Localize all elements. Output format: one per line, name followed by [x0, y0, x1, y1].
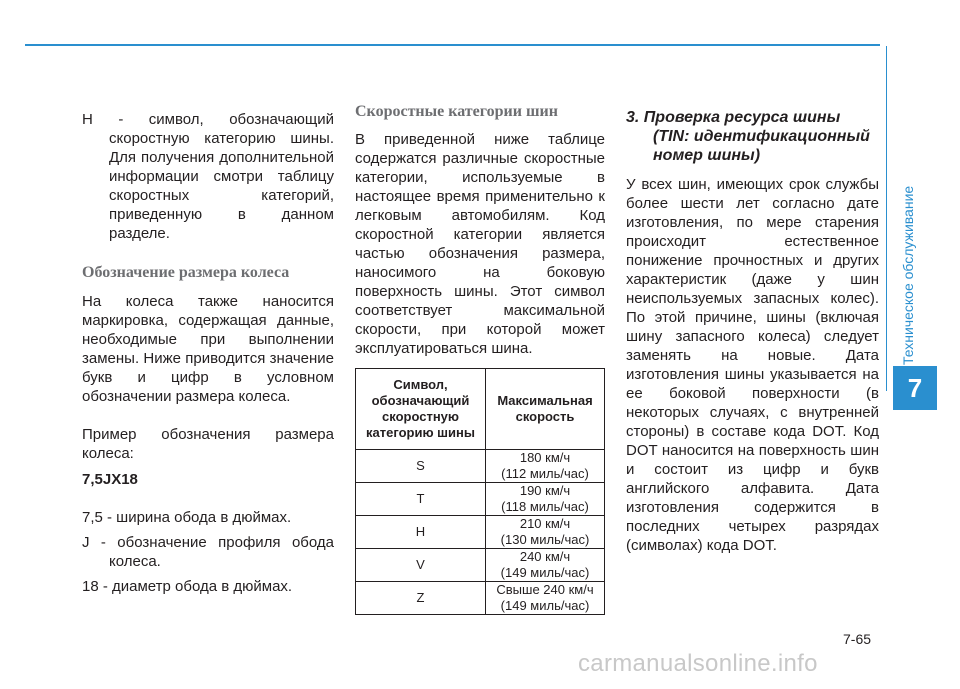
- speed-cell: [486, 483, 605, 516]
- table-row: [356, 450, 605, 483]
- table-row: [356, 582, 605, 615]
- speed-mph: (130 миль/час): [500, 532, 590, 547]
- wheel-size-heading: Обозначение размера колеса: [82, 264, 290, 281]
- table-row: [356, 516, 605, 549]
- symbol-cell: S: [356, 450, 486, 483]
- speed-category-table: [355, 368, 605, 615]
- table-header-symbol: Символ, обозначающий скоростную категорию шины: [356, 369, 486, 450]
- speed-kmh: 180 км/ч: [519, 450, 571, 465]
- column-right: [626, 108, 879, 555]
- speed-kmh: 190 км/ч: [519, 483, 571, 498]
- h-symbol-definition: H - символ, обозначающий скоростную категорию шины. Для получения дополнительной информации смотри таблицу скоростных категорий, приведенную в данном разделе.: [82, 111, 334, 242]
- table-header-row: [356, 369, 605, 450]
- speed-kmh: 240 км/ч: [519, 549, 571, 564]
- speed-mph: (149 миль/час): [500, 598, 590, 613]
- speed-kmh: 210 км/ч: [519, 516, 571, 531]
- speed-mph: (149 миль/час): [500, 565, 590, 580]
- page-number: 7-65: [843, 631, 872, 647]
- column-middle: [355, 102, 605, 615]
- speed-cell: [486, 450, 605, 483]
- speed-category-heading: Скоростные категории шин: [355, 103, 558, 120]
- symbol-cell: H: [356, 516, 486, 549]
- watermark: carmanualsonline.info: [578, 650, 818, 677]
- speed-cell: [486, 582, 605, 615]
- diameter-definition: 18 - диаметр обода в дюймах.: [82, 578, 293, 595]
- speed-cell: [486, 516, 605, 549]
- example-code: 7,5JX18: [82, 471, 138, 488]
- table-header-speed: Максимальная скорость: [486, 369, 605, 450]
- speed-mph: (118 миль/час): [501, 499, 589, 514]
- table-row: [356, 483, 605, 516]
- section-side-title: Техническое обслуживание: [900, 185, 916, 365]
- profile-definition: J - обозначение профиля обода колеса.: [82, 534, 334, 570]
- width-definition: 7,5 - ширина обода в дюймах.: [82, 509, 292, 526]
- header-rule: [25, 44, 880, 46]
- tin-paragraph: У всех шин, имеющих срок службы более шести лет согласно дате изготовления, по мере старения происходит естественное понижение прочностных и других характеристик (даже у шин неиспользуемых запасных колес). По этой причине, шины (включая шину запасного колеса) следует заменять на новые. Дата изготовления шины указывается на ее боковой поверхности (в некоторых случаях, с внутренней стороны) в составе кода DOT. Код DOT наносится на поверхность шин и состоит из цифр и букв английского алфавита. Дата изготовления содержится в последних четырех разрядах (символах) кода DOT.: [626, 176, 879, 554]
- column-left: [82, 110, 334, 596]
- tin-heading: 3. Проверка ресурса шины (TIN: идентификационный номер шины): [626, 109, 870, 164]
- speed-kmh: Свыше 240 км/ч: [496, 582, 594, 597]
- symbol-cell: T: [356, 483, 486, 516]
- speed-category-paragraph: В приведенной ниже таблице содержатся различные скоростные категории, используемые в настоящее время применительно к легковым автомобилям. Код скоростной категории является частью обозначения размера, наносимого на боковую поверхность шины. Этот символ соответствует максимальной скорости, при которой может эксплуатироваться шина.: [355, 131, 605, 357]
- wheel-size-paragraph: На колеса также наносится маркировка, содержащая данные, необходимые при выполнении замены. Ниже приводится значение букв и цифр в условном обозначении размера колеса.: [82, 293, 334, 405]
- side-rule: [886, 46, 887, 391]
- example-label: Пример обозначения размера колеса:: [82, 426, 334, 462]
- symbol-cell: V: [356, 549, 486, 582]
- speed-cell: [486, 549, 605, 582]
- speed-mph: (112 миль/час): [501, 466, 589, 481]
- symbol-cell: Z: [356, 582, 486, 615]
- chapter-badge: 7: [893, 366, 937, 410]
- table-row: [356, 549, 605, 582]
